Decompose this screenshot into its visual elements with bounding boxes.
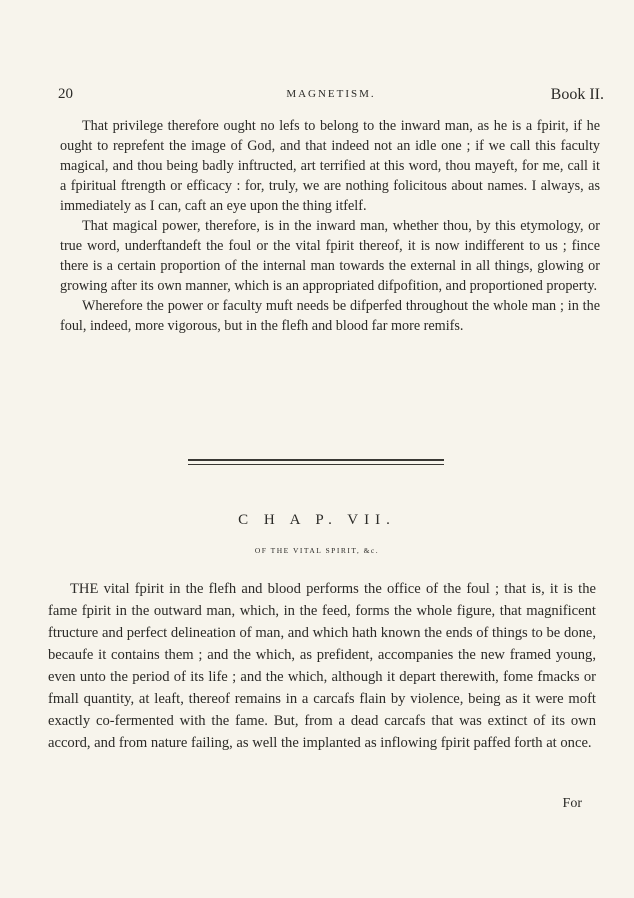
paragraph: THE vital fpirit in the flefh and blood performs the office of the foul ; that is, it is the fame fpirit in the outward man, which, in the feed, forms the whole figure, that magnificent ftructure and perfect delineation of man, and which hath known the ends of things to be done, becaufe it contains them ; and the which, as prefident, accompanies the new framed young, even unto the period of its life ; and the which, although it depart therewith, fome fmacks or fmall quantity, at leaft, thereof remains in a carcafs flain by violence, being as it were moft exactly co-fermented with the fame. But, from a dead carcafs that was extinct of its own accord, and from nature failing, as well the implanted as inflowing fpirit paffed forth at once. xyxy=(48,581,596,751)
chapter-title: C H A P. VII. xyxy=(238,512,396,528)
page-number: 20 xyxy=(58,86,73,102)
section-two-text xyxy=(48,578,596,754)
paragraph: Wherefore the power or faculty muft needs be difperfed throughout the whole man ; in the foul, indeed, more vigorous, but in the flefh and blood far more remifs. xyxy=(60,298,600,334)
section-divider-rule xyxy=(188,459,444,465)
page-header xyxy=(58,84,604,108)
chapter-subtitle: OF THE VITAL SPIRIT, &c. xyxy=(254,546,380,555)
book-label: Book II. xyxy=(550,86,604,103)
paragraph: That privilege therefore ought no lefs to belong to the inward man, as he is a fpirit, if he ought to reprefent the image of God, and that indeed not an idle one ; if we call this faculty magical, and thou being badly inftructed, art terrified at this word, thou mayeft, for me, call it a fpiritual ftrength or efficacy : for, truly, we are nothing folicitous about names. I always, as immediately as I can, caft an eye upon the thing itfelf. xyxy=(60,118,600,214)
section-one-text xyxy=(60,116,600,336)
running-title: MAGNETISM. xyxy=(286,88,376,100)
paragraph: That magical power, therefore, is in the inward man, whether thou, by this etymology, or true word, underftandeft the foul or the vital fpirit thereof, it is now indifferent to us ; fince there is a certain proportion of the internal man towards the external in all things, glowing or growing after its own manner, which is an appropriated difpofition, and proportioned property. xyxy=(60,218,600,294)
catchword: For xyxy=(562,796,582,811)
